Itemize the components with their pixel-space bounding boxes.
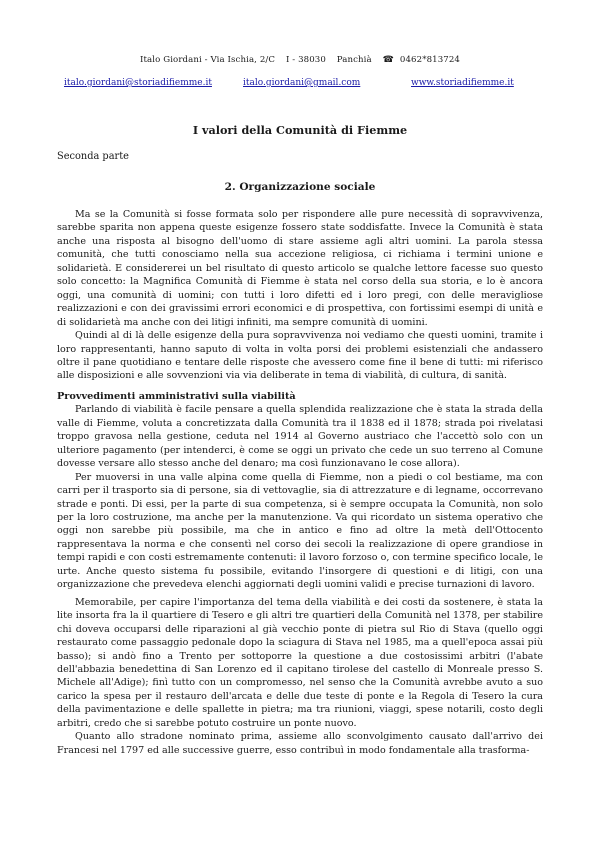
paragraph-5: Memorabile, per capire l'importanza del tema della viabilità e dei costi da sostenere, è stata la lite insorta fra la il quartiere di Tesero e gli altri tre quartieri della Comunità nel 1378, per stabilire chi doveva occuparsi delle riparazioni al già vecchio ponte di pietra sul Rio di Stava (quello oggi restaurato come passaggio pedonale dopo la sciagura di Stava nel 1985, ma a quell'epoca assai più basso); si andò fino a Trento per sottoporre la questione a due costosissimi arbitri (l'abate dell'abbazia benedettina di San Lorenzo ed il capitano tirolese del castello di Monreale presso S. Michele all'Adige); finì tutto con un compromesso, nel senso che la Comunità avrebbe avuto a suo carico la spesa per il restauro dell'arcata e delle due teste di ponte e la Regola di Tesero la cura della pavimentazione e delle spallette in pietra; ma tra riunioni, viaggi, spese notarili, costo degli arbitri, credo che si sarebbe potuto costruire un ponte nuovo. <box>57 596 543 729</box>
document-subtitle: Seconda parte <box>57 151 129 162</box>
paragraph-4: Per muoversi in una valle alpina come quella di Fiemme, non a piedi o col bestiame, ma con carri per il trasporto sia di persone, sia di vettovaglie, sia di attrezzature e di legname, occorrevano strade e ponti. Di essi, per la parte di sua competenza, si è sempre occupata la Comunità, non solo per la loro costruzione, ma anche per la manutenzione. Va qui ricordato un sistema operativo che oggi non sarebbe più possibile, ma che in antico e fino ad oltre la metà dell'Ottocento rappresentava la norma e che consentì nel corso dei secoli la realizzazione di opere grandiose in tempi rapidi e con costi estremamente contenuti: il lavoro forzoso o, con termine specifico locale, le urte. Anche questo sistema fu possibile, evitando l'insorgere di questioni e di litigi, con una organizzazione che prevedeva elenchi aggiornati degli uomini validi e precise turnazioni di lavoro. <box>57 471 543 591</box>
letterhead <box>0 55 600 65</box>
website-link[interactable]: www.storiadifiemme.it <box>411 78 514 88</box>
phone-number: 0462*813724 <box>399 55 460 65</box>
paragraph-2: Quindi al di là delle esigenze della pura sopravvivenza noi vediamo che questi uomini, tramite i loro rappresentanti, hanno saputo di volta in volta porsi dei problemi esistenziali che andassero oltre il pane quotidiano e tentare delle risposte che avessero come fine il bene di tutti: mi riferisco alle disposizioni e alle sovvenzioni via via deliberate in tema di viabilità, di cultura, di sanità. <box>57 330 543 382</box>
section-title: 2. Organizzazione sociale <box>224 181 376 193</box>
subsection-heading: Provvedimenti amministrativi sulla viabilità <box>57 390 296 402</box>
document-title: I valori della Comunità di Fiemme <box>192 123 408 137</box>
paragraph-1: Ma se la Comunità si fosse formata solo per rispondere alle pure necessità di sopravvivenza, sarebbe sparita non appena queste esigenze fossero state soddisfatte. Invece la Comunità è stata anche una risposta al bisogno dell'uomo di stare assieme agli altri uomini. La parola stessa comunità, che tutti conosciamo nella sua accezione religiosa, ci richiama i termini unione e solidarietà. E considererei un bel risultato di questo articolo se qualche lettore facesse suo questo solo concetto: la Magnifica Comunità di Fiemme è stata nel corso della sua storia, e lo è ancora oggi, una comunità di uomini; con tutti i loro difetti ed i loro pregi, con delle meravigliose realizzazioni e con dei gravissimi errori economici e di prospettiva, con fortissimi esempi di unità e di solidarietà ma anche con dei litigi infiniti, ma sempre comunità di uomini. <box>57 209 543 328</box>
town: Panchià <box>336 55 372 65</box>
telephone-icon: ☎ <box>382 55 394 65</box>
author-address: Italo Giordani - Via Ischia, 2/C <box>140 55 276 65</box>
paragraph-6: Quanto allo stradone nominato prima, assieme allo sconvolgimento causato dall'arrivo dei Francesi nel 1797 ed alle successive guerre, esso contribuì in modo fondamentale alla trasforma- <box>57 731 543 756</box>
paragraph-3: Parlando di viabilità è facile pensare a quella splendida realizzazione che è stata la strada della valle di Fiemme, voluta a concretizzata dalla Comunità tra il 1838 ed il 1878; strada poi rivelatasi troppo gravosa nella gestione, ceduta nel 1914 al Governo austriaco che l'accettò solo con un ulteriore pagamento (per intenderci, è come se oggi un privato che cede un suo terreno al Comune dovesse versare allo stesso anche del denaro; ma così funzionavano le cose allora). <box>57 404 543 470</box>
email-link-storiadifiemme[interactable]: italo.giordani@storiadifiemme.it <box>64 78 212 88</box>
postal-code: I - 38030 <box>285 55 326 65</box>
email-link-gmail[interactable]: italo.giordani@gmail.com <box>243 78 361 88</box>
article-body <box>57 208 543 757</box>
